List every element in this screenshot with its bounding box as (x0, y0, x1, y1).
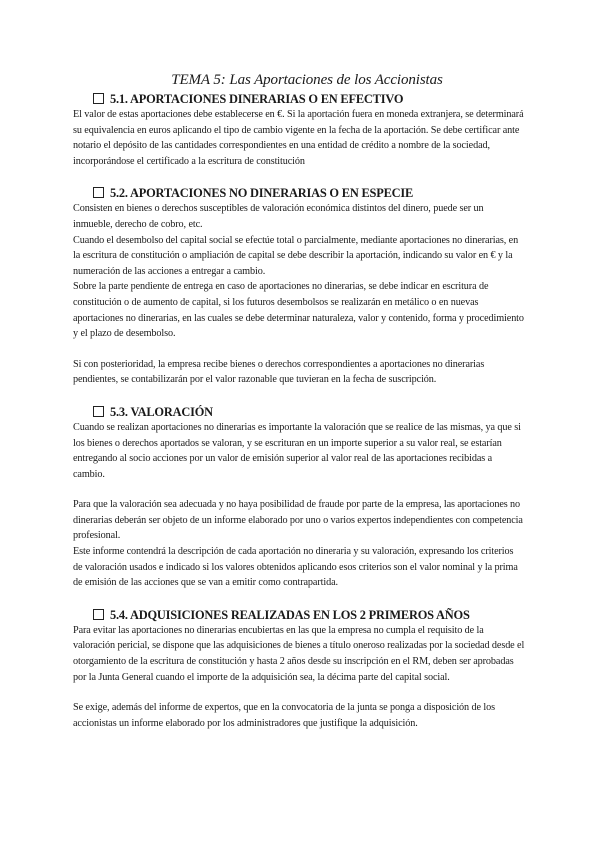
section-heading-5-1 (73, 91, 525, 107)
paragraph: El valor de estas aportaciones debe establecerse en €. Si la aportación fuera en moneda extranjera, se determinará su equivalencia en euros aplicando el tipo de cambio vigente en la fecha de la aportación. Se debe certificar ante notario el depósito de las cantidades correspondientes en una entidad de crédito a nombre de la sociedad, incorporándose el certificado a la escritura de constitución (73, 109, 524, 167)
section-heading-text: 5.1. APORTACIONES DINERARIAS O EN EFECTIVO (110, 92, 404, 106)
document-title: TEMA 5: Las Aportaciones de los Accionistas (171, 72, 443, 88)
paragraph: Se exige, además del informe de expertos, que en la convocatoria de la junta se ponga a disposición de los accionistas un informe elaborado por los administradores que justifique la adquisición. (73, 702, 495, 729)
paragraph: Consisten en bienes o derechos susceptibles de valoración económica distintos del dinero, puede ser un inmueble, derecho de cobro, etc. (73, 203, 484, 230)
section-heading-text: 5.3. VALORACIÓN (110, 404, 213, 419)
paragraph: Para que la valoración sea adecuada y no haya posibilidad de fraude por parte de la empresa, las aportaciones no dinerarias deberán ser objeto de un informe elaborado por uno o varios expertos independientes con competencia profesional. (73, 499, 523, 542)
checkbox-icon (93, 187, 104, 198)
document-page (73, 72, 525, 731)
section-heading-text: 5.4. ADQUISICIONES REALIZADAS EN LOS 2 PRIMEROS AÑOS (110, 607, 470, 622)
paragraph: Cuando el desembolso del capital social se efectúe total o parcialmente, mediante aportaciones no dinerarias, en la escritura de constitución o ampliación de capital se debe describir la aportación, indicando su valor en € y la numeración de las acciones a entregar a cambio. (73, 234, 519, 277)
section-heading-5-4 (73, 607, 525, 623)
checkbox-icon (93, 609, 104, 620)
paragraph: Este informe contendrá la descripción de cada aportación no dineraria y su valoración, expresando los criterios de valoración usados e indicado si los valores obtenidos aplicando esos criterios son el valor nominal y la prima de emisión de las acciones que se van a emitir como contrapartida. (73, 546, 518, 589)
paragraph: Cuando se realizan aportaciones no dinerarias es importante la valoración que se realice de las mismas, ya que si los bienes o derechos aportados se valoran, y se escrituran en un importe superior a su valor real, se estarían entregando al socio acciones por un valor de emisión superior al valor real de las aportaciones recibidas a cambio. (73, 421, 521, 480)
paragraph: Sobre la parte pendiente de entrega en caso de aportaciones no dinerarias, se debe indicar en escritura de constitución o de aumento de capital, si los futuros desembolsos se realizarán en metálico o en nuevas aportaciones no dinerarias, en las cuales se debe determinar naturaleza, valor y contenido, forma y procedimiento y el plazo de desembolso. (73, 281, 524, 340)
checkbox-icon (93, 93, 104, 104)
section-heading-text: 5.2. APORTACIONES NO DINERARIAS O EN ESPECIE (110, 186, 414, 201)
paragraph: Para evitar las aportaciones no dinerarias encubiertas en las que la empresa no cumpla el requisito de la valoración pericial, se dispone que las adquisiciones de bienes a título oneroso realizadas por la sociedad desde el otorgamiento de la escritura de constitución y hasta 2 años desde su inscripción en el RM, deben ser aprobadas por la Junta General cuando el importe de la adquisición sea, la décima parte del capital social. (73, 624, 525, 683)
checkbox-icon (93, 406, 104, 417)
section-heading-5-3 (73, 404, 525, 420)
section-heading-5-2 (73, 185, 525, 201)
paragraph: Si con posterioridad, la empresa recibe bienes o derechos correspondientes a aportaciones no dinerarias pendientes, se contabilizarán por el valor razonable que tuvieran en la fecha de suscripción. (73, 358, 485, 386)
